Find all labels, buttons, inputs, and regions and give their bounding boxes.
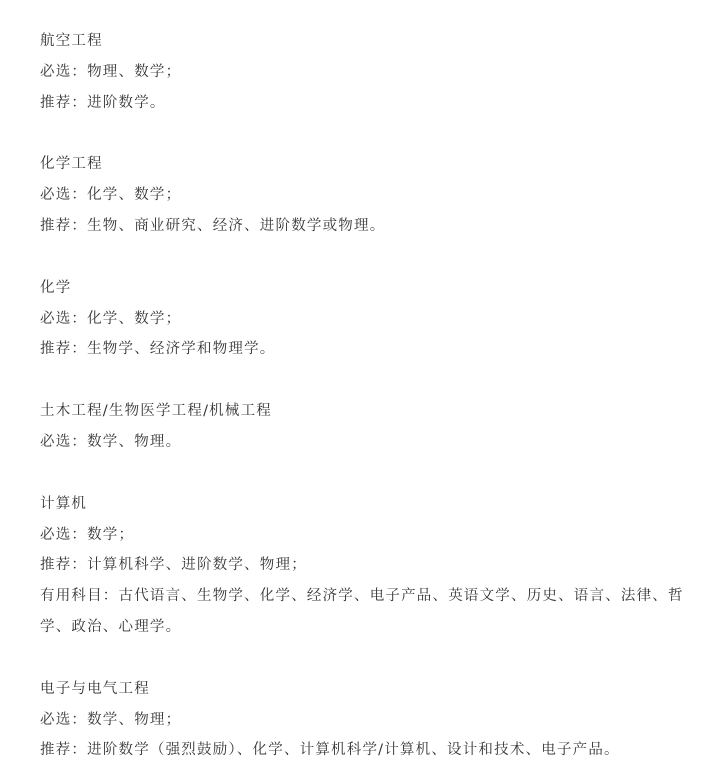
- section-title: 化学: [40, 279, 72, 296]
- recommended-subjects: 推荐：进阶数学（强烈鼓励）、化学、计算机科学/计算机、设计和技术、电子产品。: [40, 742, 620, 759]
- required-subjects: 必选：数学；: [40, 526, 135, 543]
- recommended-subjects: 推荐：进阶数学。: [40, 94, 166, 111]
- recommended-subjects: 推荐：计算机科学、进阶数学、物理；: [40, 557, 307, 574]
- required-subjects: 必选：化学、数学；: [40, 187, 182, 204]
- section-chemical-engineering: [40, 149, 690, 241]
- required-subjects: 必选：物理、数学；: [40, 63, 182, 80]
- section-title: 计算机: [40, 495, 88, 512]
- section-title: 土木工程/生物医学工程/机械工程: [40, 403, 272, 420]
- useful-subjects: 有用科目：古代语言、生物学、化学、经济学、电子产品、英语文学、历史、语言、法律、哲学、政治、心理学。: [40, 588, 684, 635]
- section-civil-biomedical-mechanical-engineering: [40, 396, 690, 458]
- recommended-subjects: 推荐：生物、商业研究、经济、进阶数学或物理。: [40, 217, 386, 234]
- recommended-subjects: 推荐：生物学、经济学和物理学。: [40, 341, 276, 358]
- required-subjects: 必选：数学、物理。: [40, 433, 182, 450]
- section-electronic-electrical-engineering: [40, 674, 690, 766]
- article-body: [40, 26, 690, 766]
- section-title: 化学工程: [40, 156, 103, 173]
- section-title: 电子与电气工程: [40, 680, 150, 697]
- section-chemistry: [40, 273, 690, 365]
- required-subjects: 必选：数学、物理；: [40, 711, 182, 728]
- section-title: 航空工程: [40, 33, 103, 49]
- required-subjects: 必选：化学、数学；: [40, 310, 182, 327]
- section-aeronautical-engineering: [40, 26, 690, 118]
- section-computer-science: [40, 489, 690, 643]
